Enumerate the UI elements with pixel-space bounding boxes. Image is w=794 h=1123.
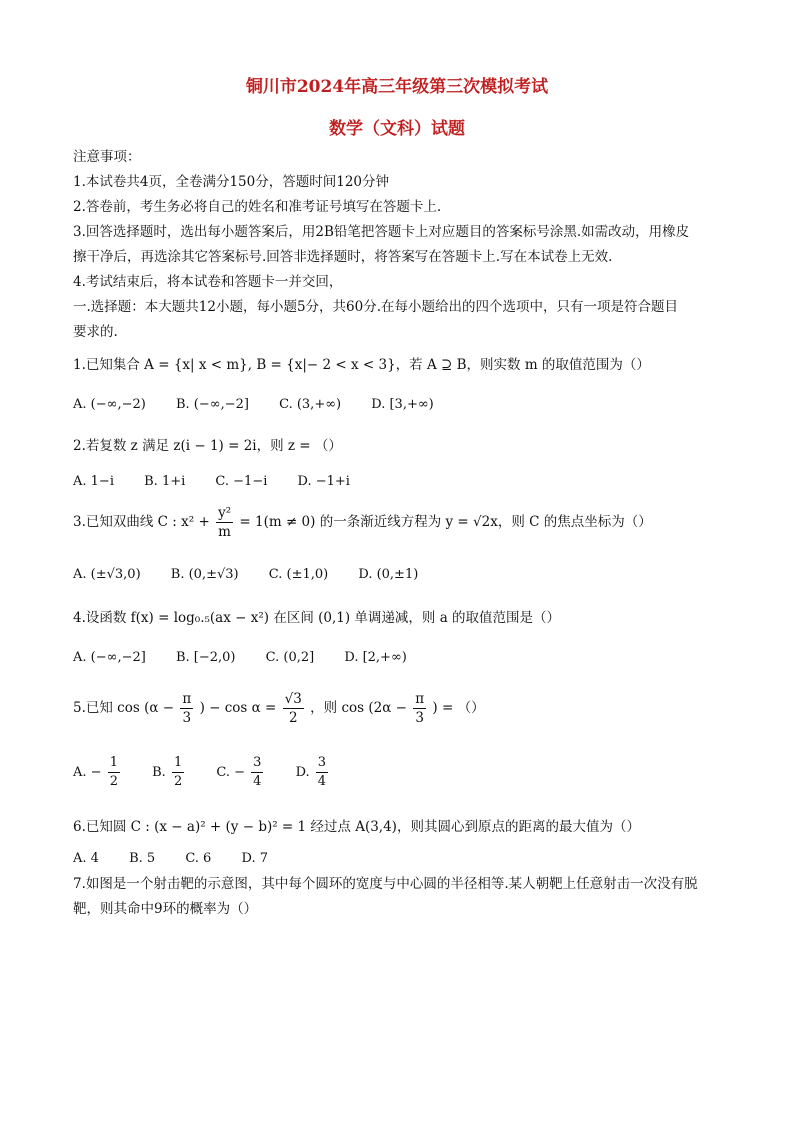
notice-heading: 注意事项： <box>73 149 141 165</box>
fraction-sqrt3-over-2 <box>283 690 304 727</box>
fraction-denominator: m <box>218 524 231 540</box>
option-d[interactable]: D. [3,+∞) <box>371 397 434 412</box>
question-5-paren-open-2: (2α − <box>368 700 407 716</box>
question-2-stem: 2.若复数 z 满足 z(i − 1) = 2i，则 z = （） <box>73 438 342 454</box>
fraction-pi-over-3 <box>180 690 193 727</box>
question-2-options <box>73 474 376 489</box>
option-a[interactable]: A. (−∞,−2] <box>73 650 146 665</box>
fraction-denominator: 3 <box>182 710 192 726</box>
section-heading-cont: 要求的. <box>73 324 118 340</box>
question-7-stem: 7.如图是一个射击靶的示意图，其中每个圆环的宽度与中心圆的半径相等.某人朝靶上任意射击一次没有脱 <box>73 876 698 892</box>
notice-item-3-cont: 擦干净后，再选涂其它答案标号.回答非选择题时，将答案写在答题卡上.写在本试卷上无效. <box>73 249 613 265</box>
fraction-numerator: 1 <box>172 754 184 773</box>
option-d[interactable]: D. −1+i <box>297 474 350 489</box>
question-1-options <box>73 397 460 412</box>
notice-item-1: 1.本试卷共4页，全卷满分150分，答题时间120分钟 <box>73 174 390 190</box>
notice-item-4: 4.考试结束后，将本试卷和答题卡一并交回， <box>73 274 343 290</box>
question-7-stem-cont: 靶，则其命中9环的概率为（） <box>73 901 258 917</box>
exam-subtitle: 数学（文科）试题 <box>329 119 465 139</box>
option-label: B. <box>152 765 166 780</box>
option-c[interactable]: C. (3,+∞) <box>279 397 342 412</box>
option-d[interactable]: D. (0,±1) <box>358 567 419 582</box>
option-d[interactable]: D. [2,+∞) <box>344 650 407 665</box>
question-5-stem-end: ) = （） <box>432 700 485 716</box>
notice-item-3: 3.回答选择题时，选出每小题答案后，用2B铅笔把答题卡上对应题目的答案标号涂黑.如需改动，用橡皮 <box>73 224 690 240</box>
exam-title: 铜川市2024年高三年级第三次模拟考试 <box>245 77 549 97</box>
option-d[interactable] <box>296 754 331 791</box>
option-fraction <box>172 754 184 791</box>
option-c[interactable]: C. (0,2] <box>265 650 315 665</box>
option-b[interactable]: B. 5 <box>129 851 156 866</box>
fraction-numerator: 3 <box>251 754 263 773</box>
option-a[interactable]: A. (±√3,0) <box>73 567 141 582</box>
option-a[interactable]: A. 1−i <box>73 474 114 489</box>
fraction-denominator: 2 <box>109 774 118 789</box>
option-b[interactable]: B. (0,±√3) <box>170 567 239 582</box>
option-d[interactable]: D. 7 <box>241 851 268 866</box>
question-5-paren-open: (α − <box>144 700 175 716</box>
option-c[interactable]: C. −1−i <box>215 474 268 489</box>
option-fraction <box>316 754 328 791</box>
fraction-denominator: 2 <box>173 774 183 789</box>
question-5-options <box>73 754 356 791</box>
option-label: C. − <box>216 765 245 780</box>
fraction-denominator: 4 <box>253 774 262 789</box>
question-1-stem: 1.已知集合 A = {x| x < m}, B = {x|− 2 < x < 3}，若 A ⊇ B，则实数 m 的取值范围为（） <box>73 357 650 373</box>
fraction-numerator: 3 <box>316 754 328 773</box>
fraction-numerator: 1 <box>108 754 120 773</box>
fraction-numerator: y² <box>218 505 232 521</box>
fraction-numerator: π <box>415 691 425 707</box>
option-a[interactable] <box>73 754 122 791</box>
option-label: A. − <box>73 765 102 780</box>
question-6-options <box>73 851 294 866</box>
option-label: D. <box>295 765 310 780</box>
option-b[interactable]: B. [−2,0) <box>175 650 236 665</box>
fraction-denominator: 3 <box>415 710 424 726</box>
option-a[interactable]: A. 4 <box>73 851 99 866</box>
option-c[interactable] <box>216 754 265 791</box>
question-3-stem-start: 3.已知双曲线 C : x² + <box>73 514 210 530</box>
fraction-pi-over-3-second <box>413 690 426 727</box>
question-4-stem: 4.设函数 f(x) = log₀.₅(ax − x²) 在区间 (0,1) 单调递减，则 a 的取值范围是（） <box>73 610 561 626</box>
question-5-stem <box>73 690 485 727</box>
option-c[interactable]: C. 6 <box>185 851 212 866</box>
fraction-numerator: √3 <box>284 691 302 707</box>
option-b[interactable]: B. 1+i <box>144 474 186 489</box>
option-fraction <box>108 754 120 791</box>
question-6-stem: 6.已知圆 C : (x − a)² + (y − b)² = 1 经过点 A(3,4)，则其圆心到原点的距离的最大值为（） <box>73 819 640 835</box>
question-5-stem-start: 5.已知 cos <box>73 700 140 716</box>
option-b[interactable] <box>152 754 186 791</box>
option-c[interactable]: C. (±1,0) <box>268 567 329 582</box>
fraction-y2-over-m <box>216 504 233 541</box>
notice-item-2: 2.答卷前，考生务必将自己的姓名和准考证号填写在答题卡上. <box>73 199 442 215</box>
question-5-minus-cos: ) − cos α = <box>199 700 277 716</box>
fraction-denominator: 4 <box>317 774 327 789</box>
question-5-then-cos: ，则 cos <box>310 700 365 716</box>
question-4-options <box>73 650 433 665</box>
question-3-options <box>73 567 444 582</box>
option-a[interactable]: A. (−∞,−2) <box>73 397 146 412</box>
question-3-stem-end: = 1(m ≠ 0) 的一条渐近线方程为 y = √2x，则 C 的焦点坐标为（） <box>239 514 652 530</box>
option-fraction <box>251 754 263 791</box>
option-b[interactable]: B. (−∞,−2] <box>175 397 249 412</box>
fraction-denominator: 2 <box>288 710 298 726</box>
question-3-stem <box>73 504 652 541</box>
fraction-numerator: π <box>182 691 192 707</box>
section-heading: 一.选择题：本大题共12小题，每小题5分，共60分.在每小题给出的四个选项中，只有一项是符合题目 <box>73 299 679 315</box>
